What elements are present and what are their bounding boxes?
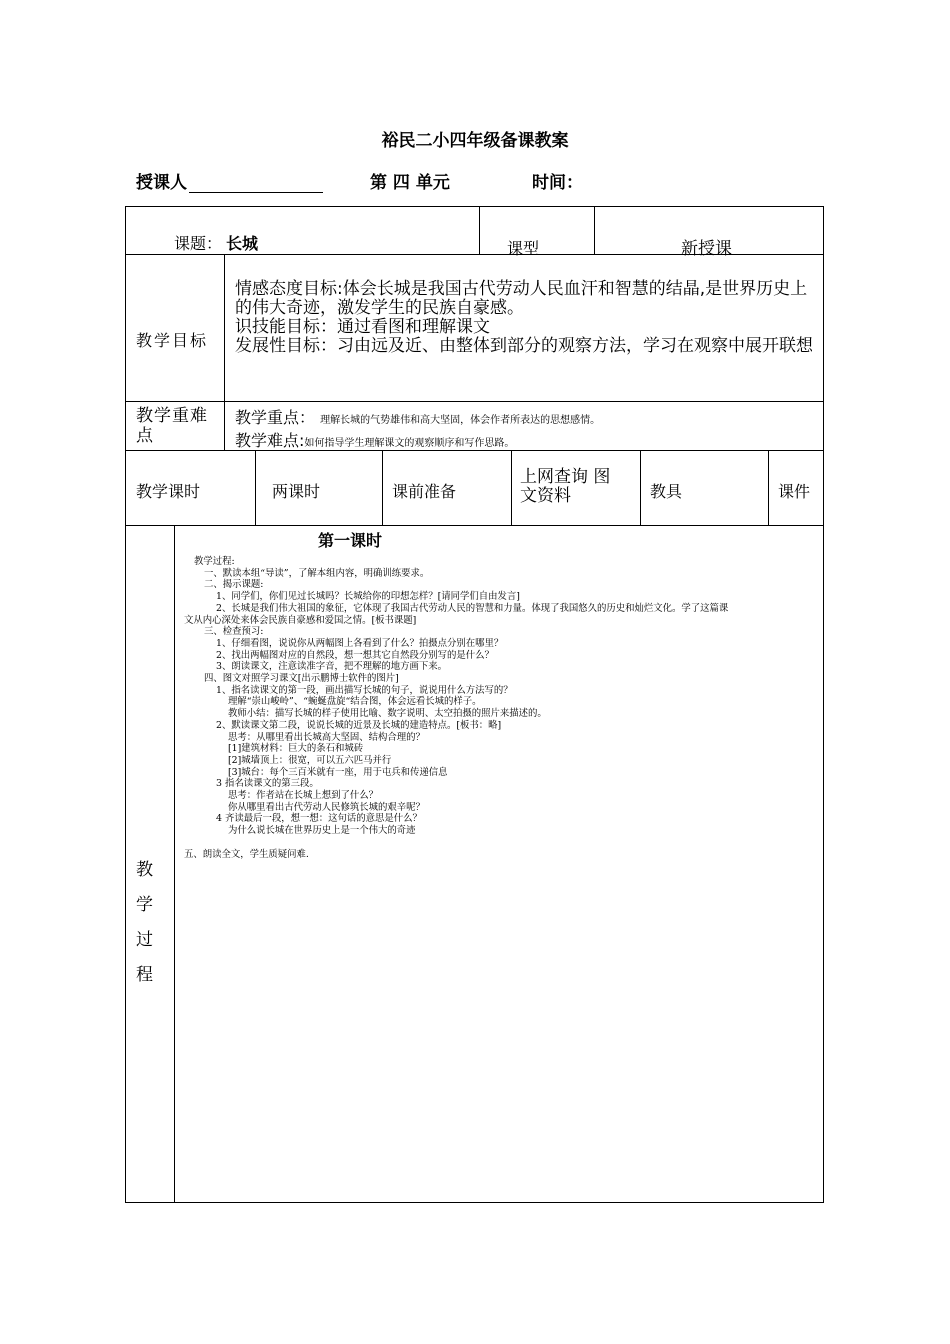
difficulty-text: 如何指导学生理解课文的观察顺序和写作思路。 [304,438,515,449]
prep-value-line1: 上网查询 图 [520,467,611,487]
difficulty-label: 教学难点: [235,431,305,450]
teacher-field [136,168,323,193]
objective-development: 发展性目标：习由远及近、由整体到部分的观察方法，学习在观察中展开联想 [235,336,813,356]
process-line: 1、指名读课文的第一段，画出描写长城的句子，说说用什么方法写的？ [216,684,513,696]
tools-label: 教具 [650,482,683,501]
process-line: 五、朗读全文，学生质疑问难. [184,848,309,860]
teacher-label: 授课人 [136,173,187,193]
process-line: 2、找出两幅图对应的自然段，想一想其它自然段分别写的是什么？ [216,649,494,661]
objectives-label: 教学目标 [136,331,209,350]
unit-label: 第 四 单元 [370,173,450,193]
objective-emotion: 情感态度目标:体会长城是我国古代劳动人民血汗和智慧的结晶,是世界历史上的伟大奇迹，激发学生的民族自豪感。 [235,279,808,318]
key-points-label [136,406,208,446]
col-divider [224,254,225,450]
process-line: 一、默读本组“导读”，了解本组内容，明确训练要求。 [204,567,430,579]
process-line [184,837,820,849]
process-line: 4 齐读最后一段，想一想：这句话的意思是什么？ [216,813,422,825]
process-text [184,556,820,860]
type-value: 新授课 [681,239,732,259]
col-divider [594,206,595,254]
process-line: 四、图文对照学习课文[出示鹏博士软件的图片] [204,673,399,685]
process-line: 二、揭示课题: [204,579,264,591]
type-label: 课型 [507,239,540,258]
process-line: 1、同学们，你们见过长城吗？长城给你的印想怎样？[请同学们自由发言] [216,591,520,603]
col-divider [479,206,480,254]
focus-label: 教学重点： [235,408,316,427]
key-points-label-line1: 教学重难 [136,406,208,426]
process-line: 3 指名读课文的第三段。 [216,778,319,790]
process-line: 思考：作者站在长城上想到了什么？ [228,790,379,802]
process-line: 文从内心深处来体会民族自豪感和爱国之情。[板书课题] [184,614,417,626]
process-label-char: 教 [136,860,153,880]
process-line: 教学过程: [194,556,235,567]
process-line: 为什么说长城在世界历史上是一个伟大的奇迹 [228,825,416,837]
key-points-label-line2: 点 [136,426,154,446]
row-divider [125,401,824,402]
col-divider [382,450,383,525]
process-line: 理解“崇山峻岭”、“蜿蜒盘旋“结合图，体会远看长城的样子。 [228,696,482,708]
process-label-char: 程 [136,965,153,985]
col-divider [511,450,512,525]
process-label-char: 过 [136,930,153,950]
teacher-blank [189,174,323,193]
col-divider [255,450,256,525]
prep-label: 课前准备 [392,482,457,501]
document-title: 裕民二小四年级备课教案 [381,131,569,151]
objective-knowledge: 识技能目标：通过看图和理解课文 [235,317,490,337]
prep-value [520,468,610,506]
topic-label: 课题： [174,234,223,253]
prep-value-line2: 文资料 [520,486,571,506]
hours-value: 两课时 [272,482,321,501]
process-line: 教师小结：描写长城的样子使用比喻、数字说明、太空拍摄的照片来描述的。 [228,708,547,720]
process-line: 思考：从哪里看出长城高大坚固、结构合理的？ [228,731,425,743]
process-label-char: 学 [136,895,153,915]
process-line: 你从哪里看出古代劳动人民修筑长城的艰辛呢？ [228,801,425,813]
objectives-text [235,280,820,356]
topic-field [174,231,258,254]
col-divider [174,525,175,1203]
section-title: 第一课时 [318,531,383,550]
tools-value: 课件 [778,482,811,501]
process-line: 3、朗读课文，注意读准字音，把不理解的地方画下来。 [216,661,447,673]
process-line: [3]城台：每个三百米就有一座，用于屯兵和传递信息 [228,766,448,778]
key-points-text [235,408,600,454]
topic-value: 长城 [226,234,259,253]
focus-text: 理解长城的气势雄伟和高大坚固，体会作者所表达的思想感情。 [320,415,601,426]
col-divider [640,450,641,525]
hours-label: 教学课时 [136,482,201,501]
process-line: 2、长城是我们伟大祖国的象征，它体现了我国古代劳动人民的智慧和力量。体现了我国悠久的历史和灿烂文化。学了这篇课 [216,602,729,614]
process-line: 三、检查预习: [204,626,264,638]
process-line: [2]城墙顶上：很宽，可以五六匹马并行 [228,754,392,766]
row-divider [125,525,824,526]
time-label: 时间： [532,173,583,193]
process-line: 2、默读课文第二段，说说长城的近景及长城的建造特点。[板书：略] [216,719,502,731]
col-divider [768,450,769,525]
process-line: [1]建筑材料：巨大的条石和城砖 [228,743,364,755]
process-line: 1、仔细看图，说说你从两幅图上各看到了什么？拍摄点分别在哪里？ [216,637,504,649]
